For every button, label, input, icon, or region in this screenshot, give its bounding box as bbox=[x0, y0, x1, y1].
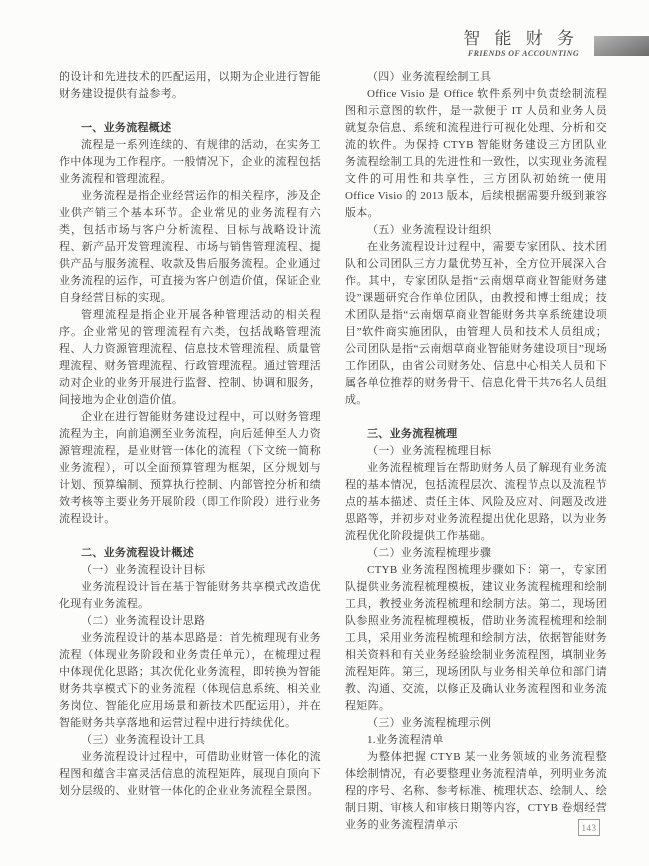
paragraph: 为整体把握 CTYB 某一业务领域的业务流程整体绘制情况，有必要整理业务流程清单，列明业务流程的序号、名称、参考标准、梳理状态、绘制人、绘制日期、审核人和审核日期等内容，CTYB 卷烟经营业务的业务流程清单示 bbox=[345, 751, 607, 831]
paragraph: 业务流程设计过程中，可借助业财管一体化的流程图和蕴含丰富灵活信息的流程矩阵，展现自顶向下划分层级的、业财管一体化的企业业务流程全景图。 bbox=[59, 751, 321, 797]
page-header bbox=[463, 29, 579, 58]
paragraph: 在业务流程设计过程中，需要专家团队、技术团队和公司团队三方力量优势互补，全方位开展深入合作。其中，专家团队是指“云南烟草商业智能财务建设”课题研究合作单位团队，由教授和博士组成；技术团队是指“云南烟草商业智能财务共享系统建设项目”软件商实施团队，由管理人员和技术人员组成；公司团队是指“云南烟草商业智能财务建设项目”现场工作团队，由省公司财务处、信息中心相关人员和下属各单位推荐的财务骨干、信息化骨干共76名人员组成。 bbox=[345, 241, 607, 406]
section-heading: 一、业务流程概述 bbox=[81, 122, 172, 134]
paragraph: 业务流程设计旨在基于智能财务共享模式改造优化现有业务流程。 bbox=[59, 581, 321, 610]
journal-title: 智 能 财 务 bbox=[463, 29, 579, 48]
subsection-heading: （五）业务流程设计组织 bbox=[367, 224, 492, 236]
header-decoration-bar bbox=[594, 36, 649, 56]
paragraph: 管理流程是指企业开展各种管理活动的相关程序。企业常见的管理流程有六类，包括战略管理流程、人力资源管理流程、信息技术管理流程、质量管理流程、财务管理流程、行政管理流程。通过管理活动对企业的业务开展进行监督、控制、协调和服务，间接地为企业创造价值。 bbox=[59, 309, 321, 406]
paragraph: CTYB 业务流程图梳理步骤如下：第一，专家团队提供业务流程梳理模板，建议业务流程梳理和绘制工具，教授业务流程梳理和绘制方法。第二，现场团队参照业务流程梳理模板，借助业务流程梳理和绘制工具，采用业务流程梳理和绘制方法，依据智能财务相关资料和有关业务经验绘制业务流程图，填制业务流程矩阵。第三，现场团队与业务相关单位和部门请教、沟通、交流，以修正及确认业务流程图和业务流程矩阵。 bbox=[345, 564, 607, 712]
subsection-heading: （二）业务流程设计思路 bbox=[81, 615, 206, 627]
paragraph: 业务流程梳理旨在帮助财务人员了解现有业务流程的基本情况，包括流程层次、流程节点以及流程节点的基本描述、责任主体、风险及应对、问题及改进思路等，并初步对业务流程提出优化思路，以为业务流程优化阶段提供工作基础。 bbox=[345, 462, 607, 542]
subsection-heading: （一）业务流程梳理目标 bbox=[367, 445, 492, 457]
page-number: 143 bbox=[578, 819, 600, 836]
subsection-heading: （三）业务流程梳理示例 bbox=[367, 717, 492, 729]
journal-subtitle: FRIENDS OF ACCOUNTING bbox=[467, 49, 579, 58]
paragraph: 企业在进行智能财务建设过程中，可以财务管理流程为主，向前追溯至业务流程，向后延伸至人力资源管理流程，是业财管一体化的流程（下文统一简称业务流程），可以全面预算管理为框架，区分规划与计划、预算编制、预算执行控制、内部管控分析和绩效考核等主要业务开展阶段（即工作阶段）进行业务流程设计。 bbox=[59, 411, 321, 525]
section-heading: 三、业务流程梳理 bbox=[367, 428, 458, 440]
spacer bbox=[59, 528, 321, 545]
paragraph: 流程是一系列连续的、有规律的活动，在实务工作中体现为工作程序。一般情况下，企业的流程包括业务流程和管理流程。 bbox=[59, 139, 321, 185]
right-column bbox=[345, 69, 607, 834]
subsection-heading: （四）业务流程绘制工具 bbox=[367, 71, 492, 83]
subsection-heading: （二）业务流程梳理步骤 bbox=[367, 547, 492, 559]
paragraph-continued: 的设计和先进技术的匹配运用，以期为企业进行智能财务建设提供有益参考。 bbox=[59, 71, 321, 100]
paragraph: Office Visio 是 Office 软件系列中负责绘制流程图和示意图的软件，是一款便于 IT 人员和业务人员就复杂信息、系统和流程进行可视化处理、分析和交流的软件。为保持 CTYB 智能财务建设三方团队业务流程绘制工具的先进性和一致性，以实现业务流程文件的可用性和共享性，三方团队初始统一使用 Office Visio 的 2013 版本，后续根据需要升级到兼容版本。 bbox=[345, 88, 607, 219]
spacer bbox=[345, 409, 607, 426]
left-column bbox=[59, 69, 321, 834]
subsection-heading: （三）业务流程设计工具 bbox=[81, 734, 206, 746]
spacer bbox=[59, 103, 321, 120]
item-heading: 1.业务流程清单 bbox=[367, 734, 444, 746]
paragraph: 业务流程设计的基本思路是：首先梳理现有业务流程（体现业务阶段和业务责任单元），在梳理过程中体现优化思路；其次优化业务流程，即转换为智能财务共享模式下的业务流程（体现信息系统、相关业务岗位、智能化应用场景和新技术匹配运用），并在智能财务共享落地和运营过程中进行持续优化。 bbox=[59, 632, 321, 729]
article-body bbox=[59, 69, 607, 834]
paragraph: 业务流程是指企业经营运作的相关程序，涉及企业供产销三个基本环节。企业常见的业务流程有六类，包括市场与客户分析流程、目标与战略设计流程、新产品开发管理流程、市场与销售管理流程、提供产品与服务流程、收款及售后服务流程。企业通过业务流程的运作，可直接为客户创造价值，保证企业自身经营目标的实现。 bbox=[59, 190, 321, 304]
subsection-heading: （一）业务流程设计目标 bbox=[81, 564, 206, 576]
section-heading: 二、业务流程设计概述 bbox=[81, 547, 194, 559]
